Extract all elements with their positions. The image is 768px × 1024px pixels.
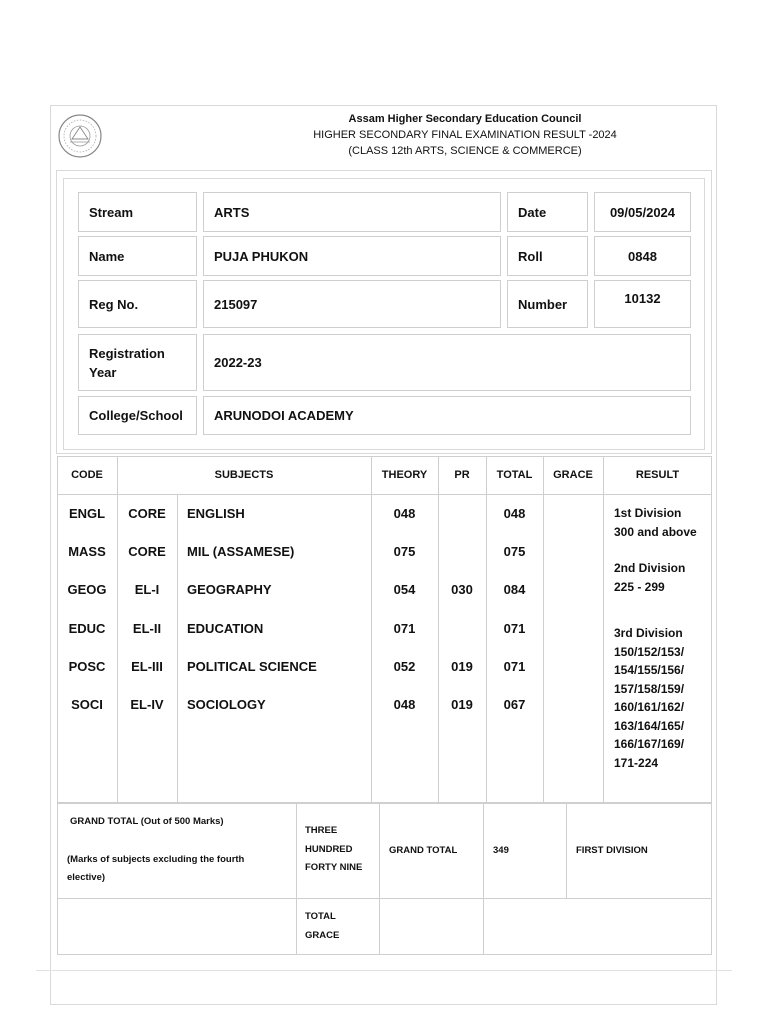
row-code: EDUC [68, 621, 106, 636]
number-label: Number [507, 280, 588, 328]
division-result: FIRST DIVISION [576, 845, 648, 856]
row-total: 071 [503, 621, 526, 636]
row-subject: POLITICAL SCIENCE [187, 659, 317, 674]
grand-total-note-line1: (Marks of subjects excluding the fourth [67, 854, 245, 865]
regyear-label-line1: Registration [89, 345, 165, 361]
header-divider [57, 494, 712, 495]
row-theory: 052 [393, 659, 416, 674]
row-code: MASS [68, 544, 106, 559]
row-subject: SOCIOLOGY [187, 697, 266, 712]
col-header-code: CODE [71, 469, 103, 481]
row-subject: MIL (ASSAMESE) [187, 544, 295, 559]
roll-value: 0848 [594, 236, 691, 276]
summary-col-line [379, 803, 380, 955]
row-theory: 071 [393, 621, 416, 636]
date-label: Date [507, 192, 588, 232]
row-type: CORE [128, 506, 166, 521]
row-code: POSC [68, 659, 106, 674]
row-code: SOCI [71, 697, 103, 712]
legend-range: 163/164/165/ [614, 718, 685, 733]
legend-range: 225 - 299 [614, 579, 665, 594]
regyear-value: 2022-23 [203, 334, 691, 391]
grand-total-caption: GRAND TOTAL [389, 845, 458, 856]
grand-total-words [305, 822, 362, 878]
exam-title: HIGHER SECONDARY FINAL EXAMINATION RESULT -2024 [313, 129, 617, 141]
row-subject: GEOGRAPHY [187, 582, 272, 597]
row-theory: 054 [393, 582, 416, 597]
legend-range: 171-224 [614, 755, 659, 770]
roll-label: Roll [507, 236, 588, 276]
stream-value: ARTS [203, 192, 501, 232]
legend-title: 2nd Division [614, 561, 686, 575]
row-total: 067 [503, 697, 526, 712]
legend-range: 157/158/159/ [614, 681, 685, 696]
grand-total-label: GRAND TOTAL (Out of 500 Marks) [70, 816, 224, 827]
col-header-pr: PR [454, 469, 470, 481]
legend-title: 1st Division [614, 506, 682, 520]
name-label: Name [78, 236, 197, 276]
council-seal-icon [57, 113, 103, 159]
col-header-theory: THEORY [381, 469, 428, 481]
summary-col-line [296, 803, 297, 955]
summary-row-line [57, 898, 712, 899]
row-theory: 075 [393, 544, 416, 559]
college-label: College/School [78, 396, 197, 435]
grand-total-note-line2: elective) [67, 872, 106, 883]
col-line [177, 494, 178, 803]
legend-range: 166/167/169/ [614, 737, 685, 751]
name-value: PUJA PHUKON [203, 236, 501, 276]
row-theory: 048 [393, 697, 416, 712]
division-legend-3 [614, 624, 684, 772]
grand-total-value: 349 [493, 845, 509, 856]
row-total: 084 [503, 582, 526, 597]
col-header-result: RESULT [635, 469, 680, 481]
row-pr: 019 [451, 659, 473, 674]
col-header-total: TOTAL [496, 469, 533, 481]
legend-title: 3rd Division [614, 626, 683, 640]
total-grace-line: GRACE [305, 929, 340, 941]
division-legend-2 [614, 559, 685, 596]
row-pr: 030 [451, 582, 473, 597]
legend-range: 160/161/162/ [614, 700, 685, 714]
row-total: 075 [503, 544, 526, 559]
col-header-grace: GRACE [553, 469, 593, 481]
stream-label: Stream [78, 192, 197, 232]
legend-range: 300 and above [614, 524, 697, 539]
class-info: (CLASS 12th ARTS, SCIENCE & COMMERCE) [348, 145, 582, 157]
row-code: ENGL [68, 506, 106, 521]
row-total: 048 [503, 506, 526, 521]
row-code: GEOG [67, 582, 107, 597]
row-type: EL-III [131, 659, 163, 674]
total-grace-label [305, 908, 339, 945]
col-line [438, 456, 439, 803]
total-grace-line: TOTAL [305, 911, 336, 922]
date-value: 09/05/2024 [594, 192, 691, 232]
summary-col-line [483, 803, 484, 955]
council-name: Assam Higher Secondary Education Council [348, 113, 582, 125]
legend-range: 150/152/153/ [614, 644, 685, 659]
words-line: HUNDRED [305, 843, 353, 855]
col-line [603, 456, 604, 803]
page-divider [36, 970, 732, 971]
regyear-label-line2: Year [89, 364, 117, 380]
row-total: 071 [503, 659, 526, 674]
words-line: FORTY NINE [305, 862, 363, 873]
col-header-subjects: SUBJECTS [214, 469, 274, 481]
row-type: CORE [128, 544, 166, 559]
college-value: ARUNODOI ACADEMY [203, 396, 691, 435]
reg-value: 215097 [203, 280, 501, 328]
row-subject: EDUCATION [187, 621, 264, 636]
legend-range: 154/155/156/ [614, 663, 685, 677]
row-pr: 019 [451, 697, 473, 712]
number-value: 10132 [594, 280, 691, 328]
row-type: EL-II [132, 621, 162, 636]
row-theory: 048 [393, 506, 416, 521]
division-legend-1 [614, 504, 697, 541]
row-type: EL-I [134, 582, 160, 597]
col-line [543, 456, 544, 803]
reg-label: Reg No. [78, 280, 197, 328]
summary-col-line [566, 803, 567, 898]
row-type: EL-IV [130, 697, 164, 712]
row-subject: ENGLISH [187, 506, 245, 521]
words-line: THREE [305, 825, 338, 836]
regyear-label [78, 334, 197, 391]
